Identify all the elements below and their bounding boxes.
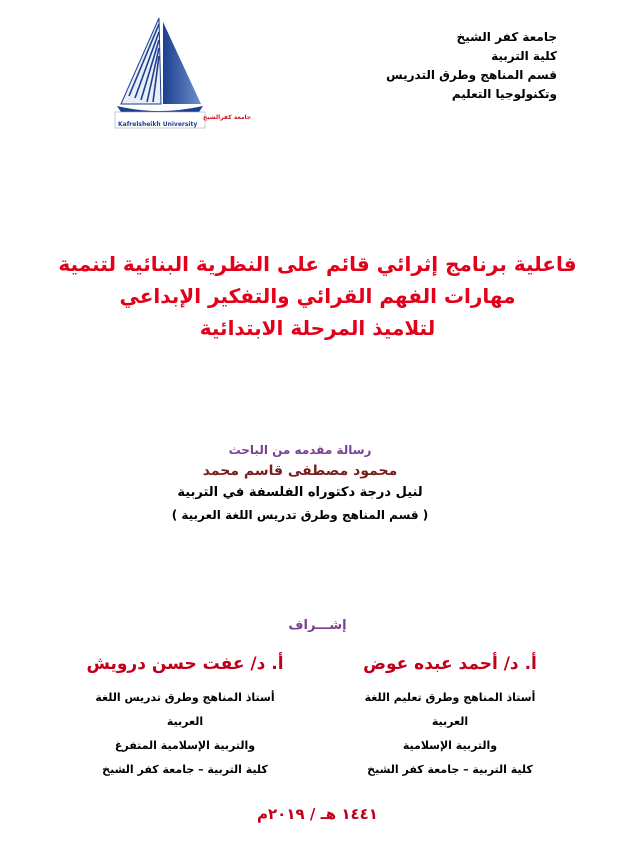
- university-header: [297, 28, 557, 104]
- title-line-3: لتلاميذ المرحلة الابتدائية: [199, 316, 436, 340]
- logo-english-text: Kafrelsheikh University: [118, 121, 198, 128]
- supervisor-affiliation: كلية التربية – جامعة كفر الشيخ: [367, 763, 533, 776]
- supervisor-2: [85, 650, 285, 782]
- department-line-2: وتكنولوجيا التعليم: [451, 87, 557, 101]
- researcher-name: محمود مصطفى قاسم محمد: [202, 463, 398, 479]
- supervisor-title: أستاذ المناهج وطرق تعليم اللغة العربية: [364, 691, 536, 728]
- supervisor-name: أ. د/ عفت حسن درويش: [86, 654, 284, 674]
- supervisor-specialty: والتربية الإسلامية المتفرغ: [114, 739, 256, 752]
- publication-date: ١٤٤١ هـ / ٢٠١٩م: [257, 805, 378, 823]
- degree-text: لنيل درجة دكتوراه الفلسفة في التربية: [177, 485, 423, 500]
- sailboat-logo-icon: [103, 12, 252, 132]
- logo-arabic-text: جامعة كفرالشيخ: [203, 114, 252, 121]
- supervisor-specialty: والتربية الإسلامية: [402, 739, 498, 752]
- department-text: ( قسم المناهج وطرق تدريس اللغة العربية ): [171, 508, 429, 522]
- thesis-title: [40, 248, 595, 344]
- supervisor-affiliation: كلية التربية – جامعة كفر الشيخ: [102, 763, 268, 776]
- university-logo: [103, 12, 252, 132]
- researcher-block: [150, 440, 450, 526]
- presented-by: رسالة مقدمه من الباحث: [228, 443, 372, 457]
- supervisor-name: أ. د/ أحمد عبده عوض: [363, 654, 537, 674]
- supervisor-1: [350, 650, 550, 782]
- supervisor-title: أستاذ المناهج وطرق تدريس اللغة العربية: [95, 691, 275, 728]
- university-name: جامعة كفر الشيخ: [456, 30, 557, 44]
- faculty-name: كلية التربية: [491, 49, 557, 63]
- title-line-1: فاعلية برنامج إثرائي قائم على النظرية البنائية لتنمية: [58, 252, 577, 276]
- department-line-1: قسم المناهج وطرق التدريس: [386, 68, 557, 82]
- title-line-2: مهارات الفهم القرائي والتفكير الإبداعي: [119, 284, 516, 308]
- supervision-heading: إشـــراف: [288, 618, 347, 633]
